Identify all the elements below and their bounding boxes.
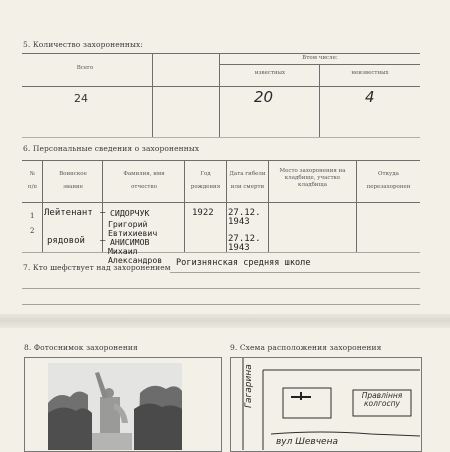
row1-patronymic: Евтихиевич bbox=[108, 228, 158, 238]
col-including-header: Втом числе: bbox=[302, 55, 338, 61]
header-death bbox=[227, 171, 268, 191]
row1-year: 1922 bbox=[192, 208, 214, 218]
header-place-line1: Место захоронения на bbox=[279, 168, 346, 174]
table6-bottom-border bbox=[22, 252, 420, 253]
known-count: 20 bbox=[254, 88, 274, 106]
row2-num: 2 bbox=[30, 227, 35, 235]
row1-surname: СИДОРЧУК bbox=[110, 208, 150, 218]
header-rank bbox=[44, 171, 102, 191]
col-known-header: известных bbox=[254, 70, 286, 76]
admin-label-line1: Правління bbox=[361, 391, 403, 400]
section7-underline-2 bbox=[22, 288, 420, 289]
header-from-line2: перезахоронен bbox=[366, 183, 411, 190]
header-year-line2: рождения bbox=[190, 183, 221, 190]
section7-underline-3 bbox=[22, 304, 420, 305]
page-fold bbox=[0, 314, 450, 328]
header-year bbox=[185, 171, 226, 191]
header-death-line1: Дата гибели bbox=[229, 171, 266, 177]
header-death-line2: или смерти bbox=[230, 183, 265, 190]
header-rank-line1: Воинское bbox=[59, 171, 87, 177]
row1-firstname: Григорий bbox=[108, 219, 148, 229]
section9-title: 9. Схема расположения захоронения bbox=[230, 343, 382, 352]
row2-dash: — bbox=[100, 236, 106, 246]
header-num bbox=[23, 171, 42, 191]
table6-header-bottom-border bbox=[22, 202, 420, 203]
admin-label-line2: колгоспу bbox=[364, 399, 400, 409]
section8-title: 8. Фотоснимок захоронения bbox=[24, 343, 138, 352]
table5-col-sep-1 bbox=[152, 53, 153, 137]
section5-title: 5. Количество захороненных: bbox=[23, 40, 143, 49]
memorial-photo bbox=[48, 363, 182, 450]
row2-firstname: Михаил bbox=[108, 246, 138, 256]
header-from-line1: Откуда bbox=[378, 171, 399, 177]
row2-rank: рядовой bbox=[47, 236, 85, 246]
row1-rank: Лейтенант bbox=[44, 208, 93, 218]
header-num-line2: п/п bbox=[27, 183, 38, 190]
header-place bbox=[269, 168, 356, 189]
header-year-line1: Год bbox=[200, 171, 211, 177]
row1-dash: — bbox=[100, 208, 106, 218]
header-place-line2: кладбище, участке bbox=[284, 174, 341, 181]
total-count: 24 bbox=[74, 92, 88, 105]
section6-title: 6. Персональные сведения о захороненных bbox=[23, 144, 200, 153]
street-label-vertical: Гагарина bbox=[244, 364, 254, 408]
row1-num: 1 bbox=[30, 212, 35, 220]
header-from bbox=[357, 171, 420, 191]
table5-subheader-border bbox=[220, 64, 420, 65]
row2-death-date: 27.12. bbox=[228, 234, 261, 244]
row2-patronymic: Александров bbox=[108, 255, 163, 265]
table5-col-sep-2 bbox=[219, 53, 220, 137]
row2-surname: АНИСИМОВ bbox=[110, 237, 150, 247]
table6-top-border bbox=[22, 160, 420, 161]
header-rank-line2: звание bbox=[63, 183, 83, 190]
header-name-line2: отчество bbox=[131, 183, 157, 190]
col-total-header: Всего bbox=[76, 65, 94, 71]
street-label-horizontal: вул Шевчена bbox=[276, 437, 338, 447]
header-name-line1: Фамилия, имя bbox=[123, 171, 165, 177]
table5-header-bottom-border bbox=[22, 86, 420, 87]
header-name bbox=[104, 171, 184, 191]
grave-marker bbox=[291, 392, 311, 400]
header-num-line1: № bbox=[29, 171, 36, 177]
row2-death-year: 1943 bbox=[228, 243, 250, 253]
row1-death-year: 1943 bbox=[228, 217, 250, 227]
row1-death-date: 27.12. bbox=[228, 208, 261, 218]
header-place-line3: кладбища bbox=[298, 181, 327, 188]
memorial-photo-image bbox=[48, 363, 182, 450]
section7-patron: Рогизнянская средняя школе bbox=[176, 258, 311, 268]
unknown-count: 4 bbox=[365, 88, 375, 106]
table5-bottom-border bbox=[22, 137, 420, 138]
section7-underline-1 bbox=[170, 272, 420, 273]
admin-building-label bbox=[356, 392, 408, 409]
table6-col-sep-1 bbox=[42, 160, 43, 252]
table5-col-sep-3 bbox=[319, 64, 320, 137]
col-unknown-header: неизвестных bbox=[351, 70, 389, 76]
section7-title: 7. Кто шефствует над захоронением bbox=[23, 263, 171, 272]
table5-top-border bbox=[22, 53, 420, 54]
